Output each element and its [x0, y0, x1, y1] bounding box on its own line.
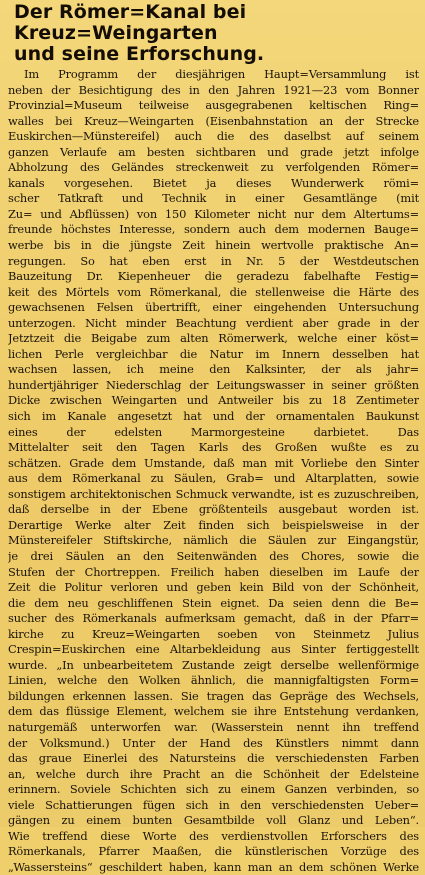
article-line: gewachsenen Felsen übertrifft, einer eingehenden Untersuchung — [8, 300, 419, 315]
article-line: Mittelalter seit den Tagen Karls des Großen wußte es zu — [8, 440, 419, 455]
article-line: sich im Kanale angesetzt hat und der ornamentalen Baukunst — [8, 409, 419, 424]
article-line: Bauzeitung Dr. Kiepenheuer die geradezu fabelhafte Festig= — [8, 269, 419, 284]
article-line: gängen zu einem bunten Gesamtbilde voll Glanz und Leben“. — [8, 813, 419, 828]
article-line: walles bei Kreuz—Weingarten (Eisenbahnstation an der Strecke — [8, 113, 419, 128]
article-line: aus dem Römerkanal zu Säulen, Grab= und Altarplatten, sowie — [8, 471, 419, 486]
article-line: Derartige Werke alter Zeit finden sich beispielsweise in der — [8, 517, 419, 532]
article-line: schätzen. Grade dem Umstande, daß man mit Vorliebe den Sinter — [8, 455, 419, 470]
article-line: hundertjähriger Niederschlag der Leitungswasser in seiner größten — [8, 377, 419, 392]
article-line: neben der Besichtigung des in den Jahren 1921—23 vom Bonner — [8, 82, 419, 97]
article-line: dem das flüssige Element, welchem sie ihre Entstehung verdanken, — [8, 704, 419, 719]
article-body — [8, 67, 419, 875]
article-line: die dem neu geschliffenen Stein eignet. Da seien denn die Be= — [8, 595, 419, 610]
article-line: daß derselbe in der Ebene größtenteils ausgebaut worden ist. — [8, 502, 419, 517]
article-line: Abholzung des Geländes streckenweit zu verfolgenden Römer= — [8, 160, 419, 175]
article-line: Römerkanals, Pfarrer Maaßen, die künstlerischen Vorzüge des — [8, 844, 419, 859]
article-line: sucher des Römerkanals aufmerksam gemacht, daß in der Pfarr= — [8, 611, 419, 626]
headline-line-1: Der Römer=Kanal bei Kreuz=Weingarten — [14, 1, 247, 44]
article-line: Crespin=Euskirchen eine Altarbekleidung aus Sinter fertiggestellt — [8, 642, 419, 657]
article-line: freunde höchstes Interesse, sondern auch dem modernen Bauge= — [8, 222, 419, 237]
article-line: wurde. „In unbearbeitetem Zustande zeigt derselbe wellenförmige — [8, 657, 419, 672]
article-line: viele Schattierungen fügen sich in den verschiedensten Ueber= — [8, 797, 419, 812]
article-line: Dicke zwischen Weingarten und Antweiler bis zu 18 Zentimeter — [8, 393, 419, 408]
article-line: Stufen der Chortreppen. Freilich haben dieselben im Laufe der — [8, 564, 419, 579]
article-line: kirche zu Kreuz=Weingarten soeben von Steinmetz Julius — [8, 626, 419, 641]
article-line: keit des Mörtels vom Römerkanal, die stellenweise die Härte des — [8, 284, 419, 299]
article-line: unterzogen. Nicht minder Beachtung verdient aber grade in der — [8, 315, 419, 330]
article-line: lichen Perle vergleichbar die Natur im Innern desselben hat — [8, 346, 419, 361]
article-line: kanals vorgesehen. Bietet ja dieses Wunderwerk römi= — [8, 175, 419, 190]
article-line: naturgemäß unterworfen war. (Wasserstein nennt ihn treffend — [8, 719, 419, 734]
article-line: erinnern. Soviele Schichten sich zu einem Ganzen verbinden, so — [8, 782, 419, 797]
article-line: eines der edelsten Marmorgesteine darbietet. Das — [8, 424, 419, 439]
article-line: Wie treffend diese Worte des verdienstvollen Erforschers des — [8, 828, 419, 843]
article-line: Jetztzeit die Beigabe zum alten Römerwerk, welche einer köst= — [8, 331, 419, 346]
article-line: Linien, welche den Wolken ähnlich, die mannigfaltigsten Form= — [8, 673, 419, 688]
article-line: das graue Einerlei des Natursteins die verschiedensten Farben — [8, 751, 419, 766]
article-line: sonstigem architektonischen Schmuck verwandte, ist es zuzuschreiben, — [8, 486, 419, 501]
article-line: Im Programm der diesjährigen Haupt=Versammlung ist — [24, 67, 419, 81]
article-line: Euskirchen—Münstereifel) auch die des daselbst auf seinem — [8, 129, 419, 144]
article-line: der Volksmund.) Unter der Hand des Künstlers nimmt dann — [8, 735, 419, 750]
article-line: Provinzial=Museum teilweise ausgegrabenen keltischen Ring= — [8, 98, 419, 113]
article-line: ganzen Verlaufe am besten sichtbaren und grade jetzt infolge — [8, 144, 419, 159]
article-line: werbe bis in die jüngste Zeit hinein wertvolle praktische An= — [8, 238, 419, 253]
headline-line-2: und seine Erforschung. — [14, 43, 265, 65]
article-line: Zu= und Abflüssen) von 150 Kilometer nicht nur dem Altertums= — [8, 206, 419, 221]
article-line: wachsen lassen, ich meine den Kalksinter, der als jahr= — [8, 362, 419, 377]
article-line: an, welche durch ihre Pracht an die Schönheit der Edelsteine — [8, 766, 419, 781]
article-line: je drei Säulen an den Seitenwänden des Chores, sowie die — [8, 548, 419, 563]
article-line: regungen. So hat eben erst in Nr. 5 der Westdeutschen — [8, 253, 419, 268]
article-line: Zeit die Politur verloren und geben kein Bild von der Schönheit, — [8, 580, 419, 595]
article-headline — [14, 2, 419, 65]
article-line: Münstereifeler Stiftskirche, nämlich die Säulen zur Eingangstür, — [8, 533, 419, 548]
article-line: „Wassersteins“ geschildert haben, kann man an dem schönen Werke — [8, 859, 419, 874]
article-line: bildungen erkennen lassen. Sie tragen das Gepräge des Wechsels, — [8, 688, 419, 703]
article-line: scher Tatkraft und Technik in einer Gesamtlänge (mit — [8, 191, 419, 206]
